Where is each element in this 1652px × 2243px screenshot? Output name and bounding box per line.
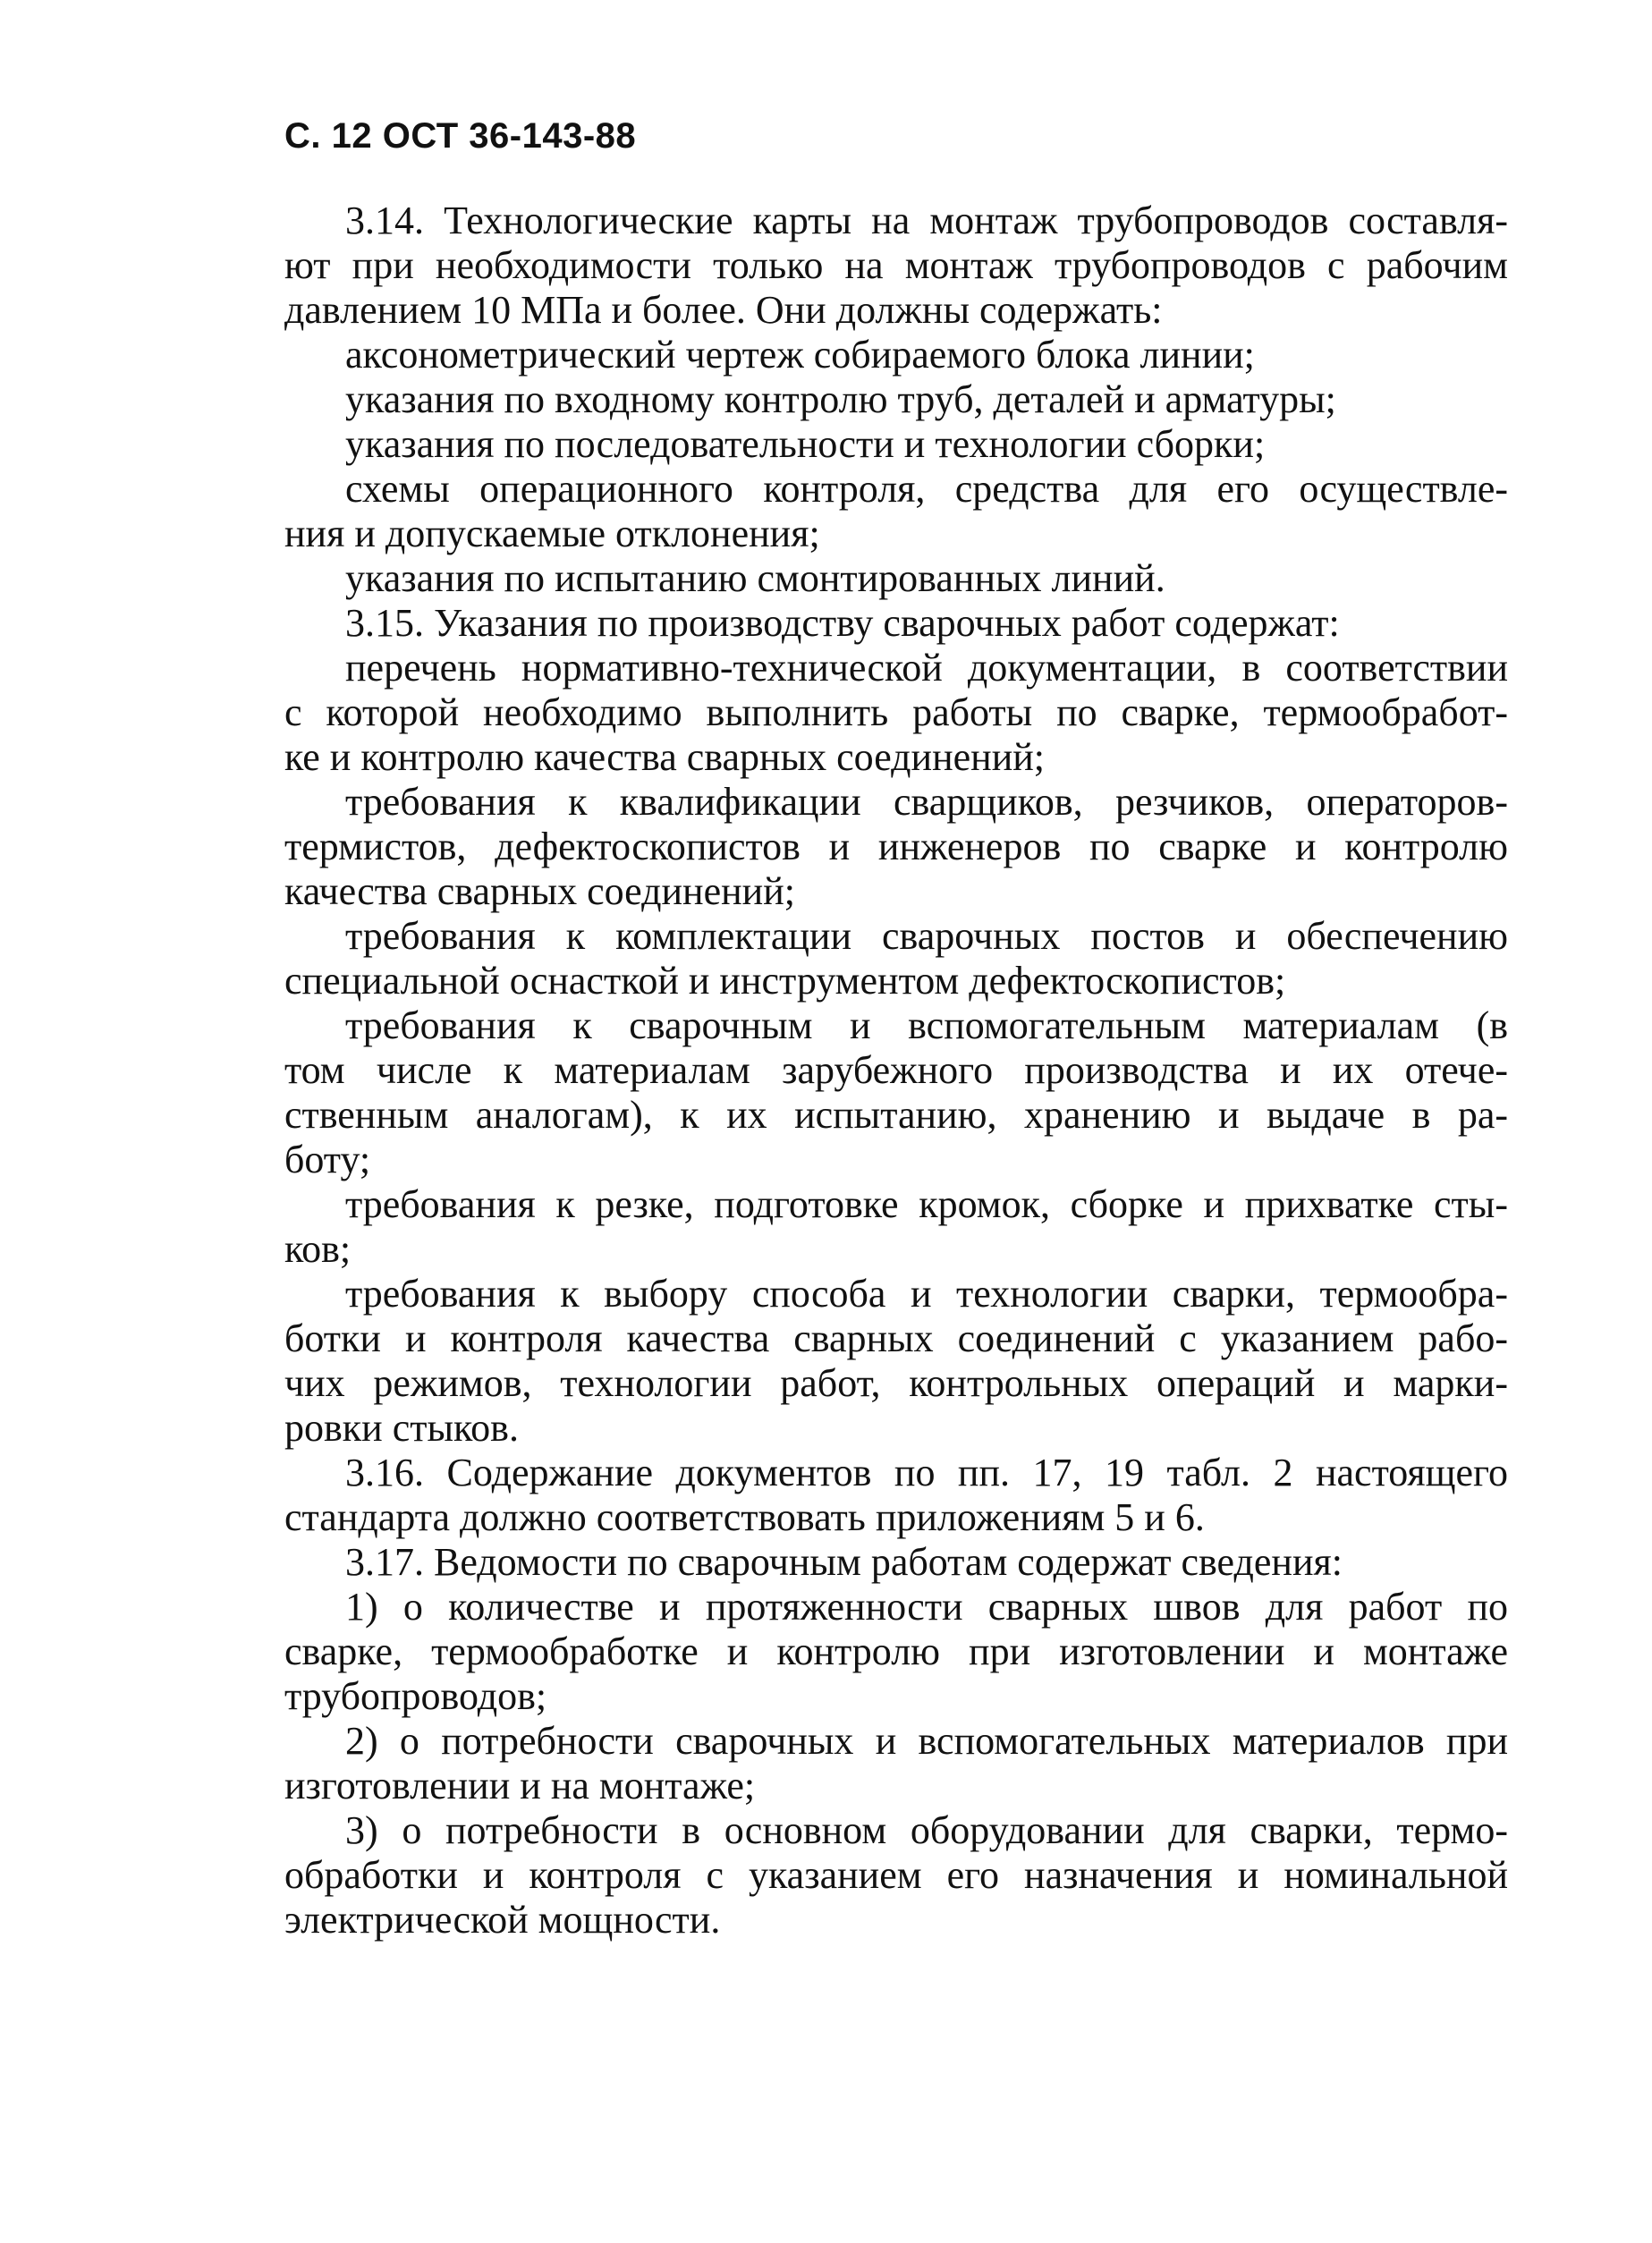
text-line: давлением 10 МПа и более. Они должны содержать: — [284, 288, 1163, 332]
text-line: термистов, дефектоскопистов и инженеров по сварке и контролю — [284, 825, 1508, 868]
text-line: 3.14. Технологические карты на монтаж трубопроводов составля- — [345, 199, 1508, 242]
text-line: перечень нормативно-технической документации, в соответствии — [345, 646, 1508, 690]
text-line: требования к квалификации сварщиков, резчиков, операторов- — [345, 780, 1508, 824]
text-line: 3) о потребности в основном оборудовании для сварки, термо- — [345, 1808, 1508, 1852]
text-line: схемы операционного контроля, средства для его осуществле- — [345, 467, 1508, 511]
text-line: изготовлении и на монтаже; — [284, 1764, 756, 1807]
text-line: чих режимов, технологии работ, контрольных операций и марки- — [284, 1361, 1508, 1405]
text-line: 2) о потребности сварочных и вспомогательных материалов при — [345, 1719, 1508, 1763]
text-line: требования к выбору способа и технологии сварки, термообра- — [345, 1272, 1508, 1316]
text-line: с которой необходимо выполнить работы по сварке, термообработ- — [284, 690, 1508, 734]
text-line: требования к резке, подготовке кромок, сборке и прихватке сты- — [345, 1182, 1508, 1226]
page-header: С. 12 ОСТ 36-143-88 — [284, 116, 637, 156]
text-line: трубопроводов; — [284, 1674, 547, 1718]
text-line: указания по испытанию смонтированных линий. — [345, 556, 1165, 600]
text-line: ровки стыков. — [284, 1406, 519, 1450]
text-line: указания по входному контролю труб, деталей и арматуры; — [345, 377, 1336, 421]
text-line: ственным аналогам), к их испытанию, хранению и выдаче в ра- — [284, 1093, 1508, 1137]
text-line: боту; — [284, 1138, 371, 1181]
text-line: ков; — [284, 1227, 352, 1271]
text-line: 3.17. Ведомости по сварочным работам содержат сведения: — [345, 1540, 1343, 1584]
text-line: специальной оснасткой и инструментом дефектоскопистов; — [284, 959, 1286, 1003]
text-line: 3.16. Содержание документов по пп. 17, 19 табл. 2 настоящего — [345, 1451, 1508, 1494]
text-line: электрической мощности. — [284, 1898, 721, 1942]
text-line: аксонометрический чертеж собираемого блока линии; — [345, 333, 1255, 377]
text-line: качества сварных соединений; — [284, 869, 795, 913]
text-line: том числе к материалам зарубежного производства и их отече- — [284, 1048, 1508, 1092]
text-line: ют при необходимости только на монтаж трубопроводов с рабочим — [284, 243, 1508, 287]
text-line: требования к комплектации сварочных постов и обеспечению — [345, 914, 1508, 958]
text-line: 1) о количестве и протяженности сварных швов для работ по — [345, 1585, 1508, 1629]
text-line: требования к сварочным и вспомогательным материалам (в — [345, 1003, 1508, 1047]
text-line: стандарта должно соответствовать приложениям 5 и 6. — [284, 1495, 1205, 1539]
text-line: обработки и контроля с указанием его назначения и номинальной — [284, 1853, 1508, 1897]
text-line: ке и контролю качества сварных соединений; — [284, 735, 1046, 779]
document-body — [284, 199, 1508, 1943]
text-line: ботки и контроля качества сварных соединений с указанием рабо- — [284, 1316, 1508, 1360]
text-line: сварке, термообработке и контролю при изготовлении и монтаже — [284, 1629, 1508, 1673]
text-line: 3.15. Указания по производству сварочных работ содержат: — [345, 601, 1340, 645]
text-line: ния и допускаемые отклонения; — [284, 512, 820, 555]
text-line: указания по последовательности и технологии сборки; — [345, 422, 1266, 466]
